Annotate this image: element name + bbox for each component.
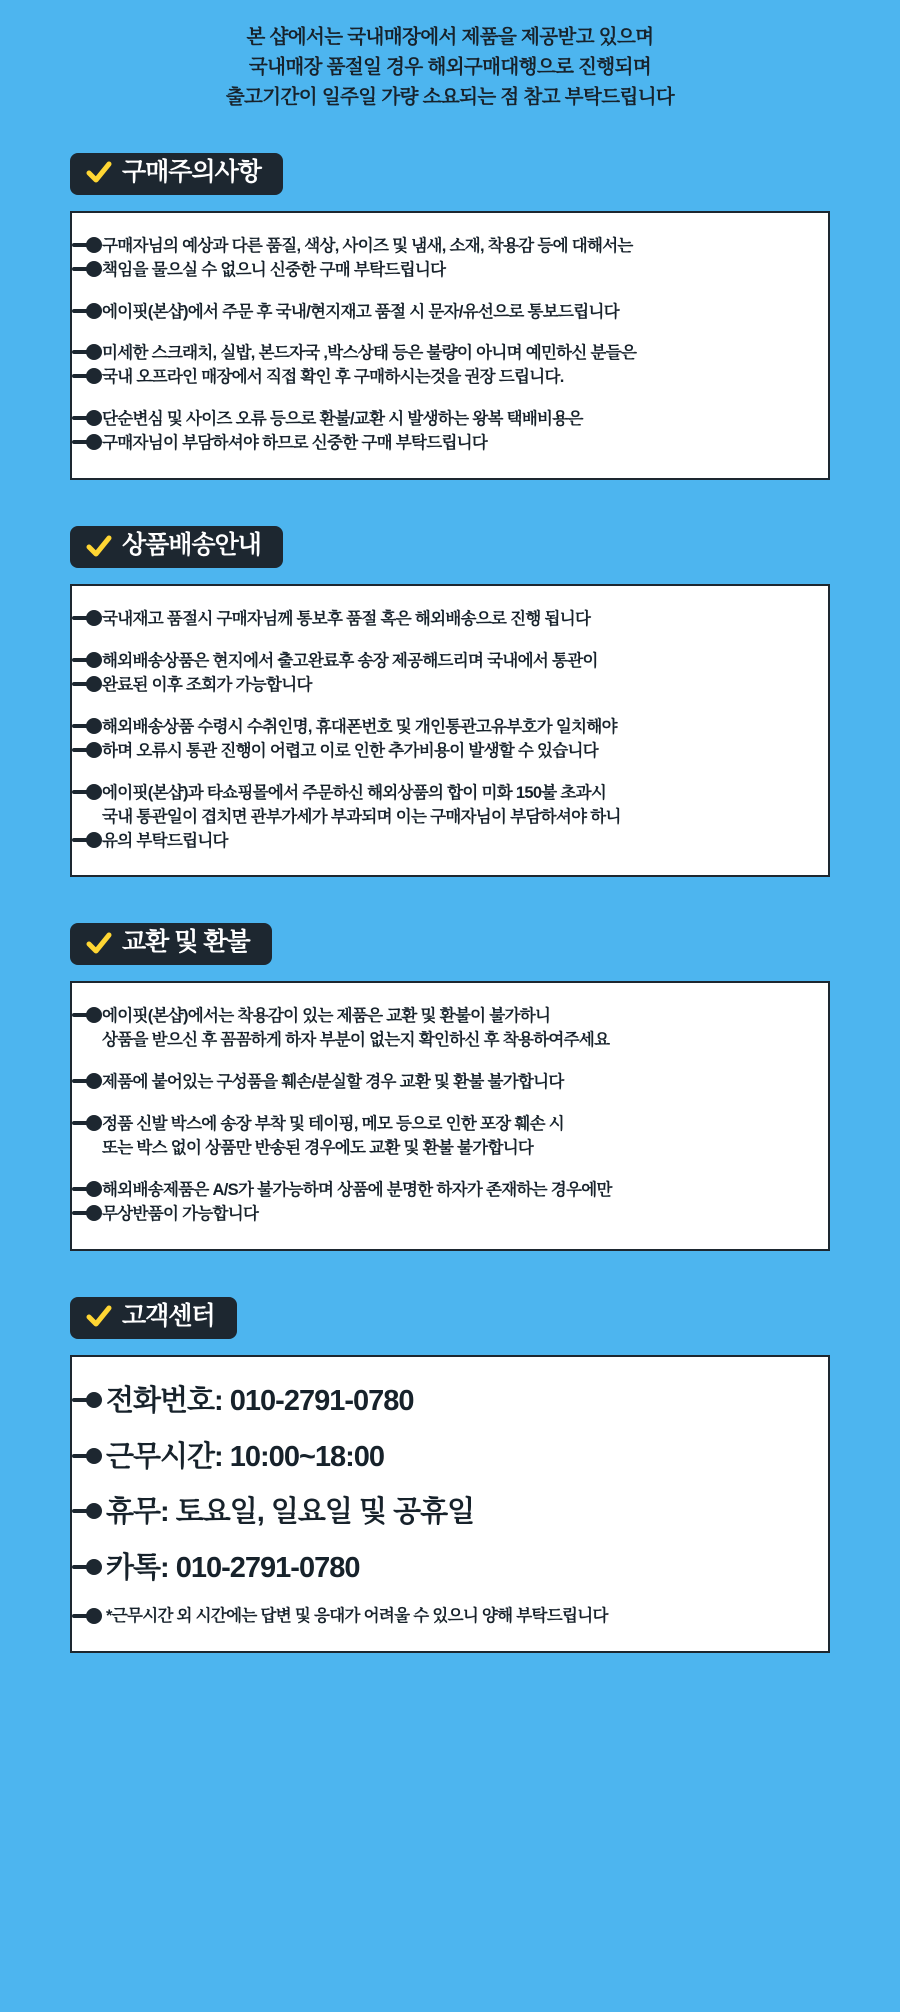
section-title-tag [70, 923, 272, 965]
bullet-icon [72, 1181, 106, 1197]
list-item-line: 무상반품이 가능합니다 [102, 1205, 259, 1224]
check-icon [86, 160, 112, 186]
section-title-text: 교환 및 환불 [122, 928, 250, 957]
notice-list [102, 608, 802, 853]
list-item-line: 해외배송상품 수령시 수취인명, 휴대폰번호 및 개인통관고유부호가 일치해야 [102, 717, 617, 736]
list-item-line: 에이핏(본샵)에서 주문 후 국내/현지재고 품절 시 문자/유선으로 통보드립니다 [102, 302, 619, 321]
check-icon [86, 534, 112, 560]
section-content-box [70, 211, 830, 480]
list-item-line: 제품에 붙어있는 구성품을 훼손/분실할 경우 교환 및 환불 불가합니다 [102, 1073, 564, 1092]
list-item-holiday [106, 1494, 802, 1532]
bullet-icon [72, 368, 106, 384]
list-item [102, 1113, 802, 1161]
header-notice [0, 0, 900, 123]
bullet-icon [72, 237, 106, 253]
check-icon [86, 1304, 112, 1330]
list-item-line: 상품을 받으신 후 꼼꼼하게 하자 부분이 없는지 확인하신 후 착용하여주세요 [102, 1031, 610, 1050]
section-shipping-info [0, 526, 900, 877]
section-divider [0, 1251, 900, 1297]
bullet-icon [72, 344, 106, 360]
list-item-hours [106, 1439, 802, 1477]
list-item [102, 1179, 802, 1227]
section-content-box [70, 981, 830, 1250]
bullet-icon [72, 832, 106, 848]
list-item [102, 782, 802, 854]
list-item-phone [106, 1383, 802, 1421]
list-item [102, 408, 802, 456]
bullet-icon [72, 303, 106, 319]
list-item [102, 650, 802, 698]
list-item-line: 해외배송상품은 현지에서 출고완료후 송장 제공해드리며 국내에서 통관이 [102, 652, 598, 671]
section-title-text: 구매주의사항 [122, 157, 261, 186]
bullet-icon [72, 610, 106, 626]
list-item-line: 에이핏(본샵)에서는 착용감이 있는 제품은 교환 및 환불이 불가하니 [102, 1007, 551, 1026]
header-notice-line-1: 본 샵에서는 국내매장에서 제품을 제공받고 있으며 [246, 26, 654, 48]
bullet-icon [72, 1503, 106, 1519]
list-item-line: 해외배송제품은 A/S가 불가능하며 상품에 분명한 하자가 존재하는 경우에만 [102, 1181, 612, 1200]
list-item [102, 608, 802, 632]
section-divider [0, 877, 900, 923]
list-item-line: 단순변심 및 사이즈 오류 등으로 환불/교환 시 발생하는 왕복 택배비용은 [102, 410, 583, 429]
section-title-text: 상품배송안내 [122, 531, 261, 560]
list-item [102, 342, 802, 390]
header-notice-line-3: 출고기간이 일주일 가량 소요되는 점 참고 부탁드립니다 [225, 86, 675, 109]
bullet-icon [72, 1007, 106, 1023]
list-item-line: 구매자님의 예상과 다른 품질, 색상, 사이즈 및 냄새, 소재, 착용감 등에 대해서는 [102, 236, 633, 255]
note-text: *근무시간 외 시간에는 답변 및 응대가 어려울 수 있으니 양해 부탁드립니다 [106, 1606, 608, 1625]
bullet-icon [72, 434, 106, 450]
bullet-icon [72, 1448, 106, 1464]
bullet-icon [72, 652, 106, 668]
customer-center-list [106, 1383, 802, 1627]
list-item-line: 정품 신발 박스에 송장 부착 및 테이핑, 메모 등으로 인한 포장 훼손 시 [102, 1115, 564, 1134]
bullet-icon [72, 1608, 106, 1624]
list-item-line: 국내재고 품절시 구매자님께 통보후 품절 혹은 해외배송으로 진행 됩니다 [102, 610, 591, 629]
list-item-line: 에이핏(본샵)과 타쇼핑몰에서 주문하신 해외상품의 합이 미화 150불 초과시 [102, 783, 607, 802]
bullet-icon [72, 410, 106, 426]
customer-center-box [70, 1355, 830, 1653]
list-item [102, 301, 802, 325]
bullet-icon [72, 1073, 106, 1089]
section-title-text: 고객센터 [122, 1301, 215, 1330]
section-divider [0, 480, 900, 526]
bullet-icon [72, 1205, 106, 1221]
bullet-icon [72, 784, 106, 800]
section-title-tag [70, 153, 283, 195]
check-icon [86, 931, 112, 957]
list-item [102, 1071, 802, 1095]
list-item-line: 국내 오프라인 매장에서 직접 확인 후 구매하시는것을 권장 드립니다. [102, 368, 564, 387]
list-item-line: 유의 부탁드립니다 [102, 831, 228, 850]
holiday-text: 휴무: 토요일, 일요일 및 공휴일 [106, 1496, 475, 1529]
bullet-icon [72, 718, 106, 734]
section-customer-center [0, 1297, 900, 1653]
list-item-line: 미세한 스크래치, 실밥, 본드자국 ,박스상태 등은 불량이 아니며 예민하신 분들은 [102, 344, 637, 363]
kakao-text: 카톡: 010-2791-0780 [106, 1552, 360, 1584]
list-item-kakao [106, 1550, 802, 1588]
list-item-line: 또는 박스 없이 상품만 반송된 경우에도 교환 및 환불 불가합니다 [102, 1139, 534, 1158]
phone-number-text: 전화번호: 010-2791-0780 [106, 1384, 414, 1417]
bullet-icon [72, 1559, 106, 1575]
list-item-line: 완료된 이후 조회가 가능합니다 [102, 675, 312, 694]
working-hours-text: 근무시간: 10:00~18:00 [106, 1440, 385, 1473]
notice-list [102, 1005, 802, 1226]
section-title-tag [70, 526, 283, 568]
list-item [102, 235, 802, 283]
bullet-icon [72, 1392, 106, 1408]
list-item-line: 하며 오류시 통관 진행이 어렵고 이로 인한 추가비용이 발생할 수 있습니다 [102, 741, 599, 760]
list-item-note [106, 1606, 802, 1627]
list-item [102, 1005, 802, 1053]
bullet-icon [72, 1115, 106, 1131]
list-item [102, 716, 802, 764]
bullet-icon [72, 261, 106, 277]
section-purchase-warning [0, 123, 900, 480]
section-content-box [70, 584, 830, 877]
header-notice-line-2: 국내매장 품절일 경우 해외구매대행으로 진행되며 [248, 56, 652, 79]
list-item-line: 책임을 물으실 수 없으니 신중한 구매 부탁드립니다 [102, 260, 446, 279]
notice-list [102, 235, 802, 456]
bullet-icon [72, 742, 106, 758]
bullet-icon [72, 676, 106, 692]
list-item-line: 구매자님이 부담하셔야 하므로 신중한 구매 부탁드립니다 [102, 434, 488, 453]
section-exchange-refund [0, 923, 900, 1250]
section-title-tag [70, 1297, 237, 1339]
list-item-line: 국내 통관일이 겹치면 관부가세가 부과되며 이는 구매자님이 부담하셔야 하니 [102, 807, 621, 826]
